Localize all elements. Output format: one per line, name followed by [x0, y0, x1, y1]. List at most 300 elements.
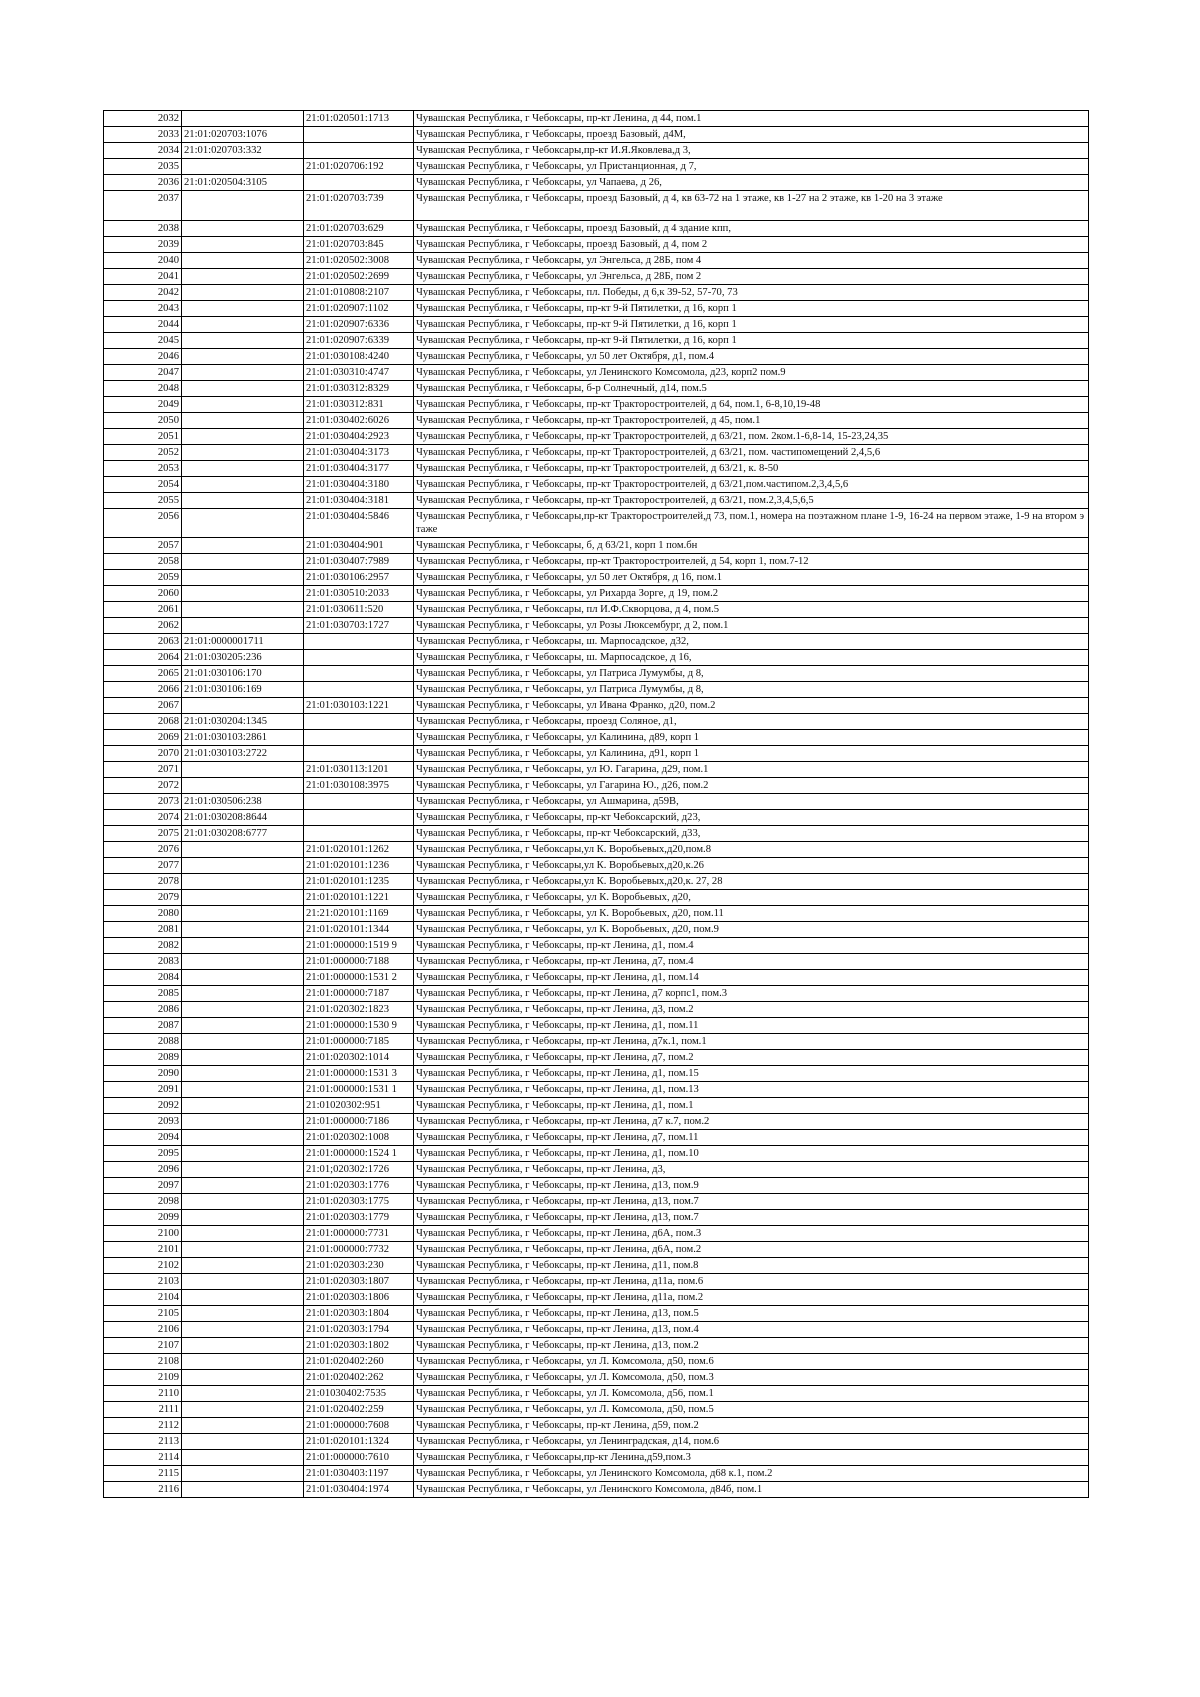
- table-row: [104, 954, 1089, 970]
- address-cell: Чувашская Республика, г Чебоксары, ул Пристанционная, д 7,: [414, 159, 1089, 175]
- table-row: [104, 1450, 1089, 1466]
- cadastral-number-premises-cell: [304, 810, 414, 826]
- cadastral-number-cell: [182, 333, 304, 349]
- table-row: [104, 127, 1089, 143]
- cadastral-number-cell: [182, 461, 304, 477]
- address-cell: Чувашская Республика, г Чебоксары, б-р Солнечный, д14, пом.5: [414, 381, 1089, 397]
- table-row: [104, 1050, 1089, 1066]
- row-number-cell: 2061: [104, 602, 182, 618]
- table-row: [104, 1082, 1089, 1098]
- address-cell: Чувашская Республика, г Чебоксары, б, д 63/21, корп 1 пом.бн: [414, 538, 1089, 554]
- cadastral-number-cell: [182, 1210, 304, 1226]
- row-number-cell: 2046: [104, 349, 182, 365]
- table-row: [104, 397, 1089, 413]
- row-number-cell: 2067: [104, 698, 182, 714]
- row-number-cell: 2097: [104, 1178, 182, 1194]
- row-number-cell: 2111: [104, 1402, 182, 1418]
- address-cell: Чувашская Республика, г Чебоксары, ш. Марпосадское, д32,: [414, 634, 1089, 650]
- row-number-cell: 2101: [104, 1242, 182, 1258]
- cadastral-number-premises-cell: 21:01:000000:7185: [304, 1034, 414, 1050]
- table-row: [104, 1242, 1089, 1258]
- address-cell: Чувашская Республика, г Чебоксары, пр-кт Тракторостроителей, д 63/21, к. 8-50: [414, 461, 1089, 477]
- address-cell: Чувашская Республика, г Чебоксары, пл И.Ф.Скворцова, д 4, пом.5: [414, 602, 1089, 618]
- table-row: [104, 1306, 1089, 1322]
- address-cell: Чувашская Республика, г Чебоксары, пр-кт Тракторостроителей, д 63/21, пом. 2ком.1-6,8-14, 15-23,24,35: [414, 429, 1089, 445]
- table-row: [104, 285, 1089, 301]
- row-number-cell: 2083: [104, 954, 182, 970]
- row-number-cell: 2041: [104, 269, 182, 285]
- table-row: [104, 1018, 1089, 1034]
- cadastral-number-cell: [182, 413, 304, 429]
- cadastral-number-cell: [182, 1450, 304, 1466]
- cadastral-number-premises-cell: 21:01:020303:1802: [304, 1338, 414, 1354]
- address-cell: Чувашская Республика, г Чебоксары, пр-кт Ленина, д11а, пом.6: [414, 1274, 1089, 1290]
- address-cell: Чувашская Республика, г Чебоксары, пр-кт Ленина, д 44, пом.1: [414, 111, 1089, 127]
- cadastral-number-cell: 21:01:030205:236: [182, 650, 304, 666]
- row-number-cell: 2115: [104, 1466, 182, 1482]
- cadastral-number-cell: [182, 159, 304, 175]
- cadastral-number-cell: [182, 1162, 304, 1178]
- cadastral-number-premises-cell: 21:21:020101:1169: [304, 906, 414, 922]
- row-number-cell: 2045: [104, 333, 182, 349]
- cadastral-number-cell: [182, 1418, 304, 1434]
- cadastral-number-premises-cell: [304, 175, 414, 191]
- table-row: [104, 111, 1089, 127]
- cadastral-number-cell: [182, 1002, 304, 1018]
- cadastral-number-cell: [182, 381, 304, 397]
- table-row: [104, 762, 1089, 778]
- table-row: [104, 429, 1089, 445]
- cadastral-number-cell: [182, 1482, 304, 1498]
- table-row: [104, 381, 1089, 397]
- address-cell: Чувашская Республика, г Чебоксары,ул К. Воробьевых,д20,пом.8: [414, 842, 1089, 858]
- row-number-cell: 2077: [104, 858, 182, 874]
- table-row: [104, 301, 1089, 317]
- row-number-cell: 2063: [104, 634, 182, 650]
- cadastral-number-premises-cell: 21:01:020402:262: [304, 1370, 414, 1386]
- cadastral-number-cell: [182, 570, 304, 586]
- address-cell: Чувашская Республика, г Чебоксары, ул Ленинского Комсомола, д68 к.1, пом.2: [414, 1466, 1089, 1482]
- address-cell: Чувашская Республика, г Чебоксары, проезд Базовый, д 4, кв 63-72 на 1 этаже, кв 1-27 на 2 этаже, кв 1-20 на 3 этаже: [414, 191, 1089, 221]
- table-row: [104, 509, 1089, 538]
- cadastral-number-premises-cell: [304, 666, 414, 682]
- table-row: [104, 1322, 1089, 1338]
- cadastral-number-cell: [182, 1114, 304, 1130]
- address-cell: Чувашская Республика, г Чебоксары, пр-кт Ленина, д6А, пом.3: [414, 1226, 1089, 1242]
- cadastral-number-premises-cell: 21:01:020101:1344: [304, 922, 414, 938]
- cadastral-number-premises-cell: 21:01:030404:3173: [304, 445, 414, 461]
- cadastral-number-cell: [182, 986, 304, 1002]
- table-row: [104, 1178, 1089, 1194]
- cadastral-number-premises-cell: 21:01:020101:1235: [304, 874, 414, 890]
- cadastral-number-premises-cell: 21:01:030103:1221: [304, 698, 414, 714]
- address-cell: Чувашская Республика, г Чебоксары, ул Гагарина Ю., д26, пом.2: [414, 778, 1089, 794]
- cadastral-number-cell: [182, 1130, 304, 1146]
- row-number-cell: 2037: [104, 191, 182, 221]
- cadastral-number-cell: 21:01:020703:1076: [182, 127, 304, 143]
- cadastral-number-cell: [182, 554, 304, 570]
- cadastral-number-cell: [182, 1322, 304, 1338]
- address-cell: Чувашская Республика, г Чебоксары, пр-кт Ленина, д13, пом.4: [414, 1322, 1089, 1338]
- table-row: [104, 253, 1089, 269]
- table-row: [104, 730, 1089, 746]
- address-cell: Чувашская Республика, г Чебоксары, пр-кт Ленина, д7 корпс1, пом.3: [414, 986, 1089, 1002]
- address-cell: Чувашская Республика, г Чебоксары, ш. Марпосадское, д 16,: [414, 650, 1089, 666]
- table-row: [104, 1466, 1089, 1482]
- table-row: [104, 906, 1089, 922]
- address-cell: Чувашская Республика, г Чебоксары, пр-кт Чебоксарский, д33,: [414, 826, 1089, 842]
- table-row: [104, 634, 1089, 650]
- cadastral-number-cell: [182, 1386, 304, 1402]
- cadastral-number-premises-cell: 21:01:020303:1775: [304, 1194, 414, 1210]
- row-number-cell: 2088: [104, 1034, 182, 1050]
- cadastral-number-premises-cell: 21:01:000000:1531 2: [304, 970, 414, 986]
- table-row: [104, 333, 1089, 349]
- address-cell: Чувашская Республика, г Чебоксары, пр-кт Ленина, д1, пом.10: [414, 1146, 1089, 1162]
- table-row: [104, 538, 1089, 554]
- table-row: [104, 714, 1089, 730]
- cadastral-number-cell: 21:01:030106:169: [182, 682, 304, 698]
- address-cell: Чувашская Республика, г Чебоксары,ул К. Воробьевых,д20,к. 27, 28: [414, 874, 1089, 890]
- cadastral-number-premises-cell: 21:01:020302:1014: [304, 1050, 414, 1066]
- cadastral-number-premises-cell: 21:01:030404:3177: [304, 461, 414, 477]
- address-cell: Чувашская Республика, г Чебоксары, пр-кт Ленина, д13, пом.7: [414, 1210, 1089, 1226]
- address-cell: Чувашская Республика, г Чебоксары, пр-кт Ленина, д1, пом.1: [414, 1098, 1089, 1114]
- table-row: [104, 666, 1089, 682]
- address-cell: Чувашская Республика, г Чебоксары, пр-кт Тракторостроителей, д 63/21, пом. частипомещений 2,4,5,6: [414, 445, 1089, 461]
- cadastral-number-premises-cell: 21:01:030402:6026: [304, 413, 414, 429]
- address-cell: Чувашская Республика, г Чебоксары, пр-кт Чебоксарский, д23,: [414, 810, 1089, 826]
- row-number-cell: 2069: [104, 730, 182, 746]
- address-cell: Чувашская Республика, г Чебоксары, пр-кт Ленина, д1, пом.15: [414, 1066, 1089, 1082]
- cadastral-number-cell: 21:01:0000001711: [182, 634, 304, 650]
- cadastral-number-premises-cell: 21:01:020907:6336: [304, 317, 414, 333]
- address-cell: Чувашская Республика, г Чебоксары, пр-кт Ленина, д7 к.7, пом.2: [414, 1114, 1089, 1130]
- table-row: [104, 175, 1089, 191]
- cadastral-number-cell: [182, 1354, 304, 1370]
- cadastral-number-cell: [182, 1274, 304, 1290]
- cadastral-number-cell: [182, 253, 304, 269]
- address-cell: Чувашская Республика, г Чебоксары, пр-кт Ленина, д1, пом.14: [414, 970, 1089, 986]
- cadastral-number-premises-cell: 21:01:030404:3180: [304, 477, 414, 493]
- address-cell: Чувашская Республика, г Чебоксары, ул Л. Комсомола, д56, пом.1: [414, 1386, 1089, 1402]
- table-row: [104, 1338, 1089, 1354]
- table-row: [104, 746, 1089, 762]
- table-row: [104, 554, 1089, 570]
- address-cell: Чувашская Республика, г Чебоксары, пр-кт Ленина, д13, пом.2: [414, 1338, 1089, 1354]
- cadastral-number-premises-cell: [304, 143, 414, 159]
- row-number-cell: 2076: [104, 842, 182, 858]
- row-number-cell: 2116: [104, 1482, 182, 1498]
- row-number-cell: 2065: [104, 666, 182, 682]
- cadastral-number-premises-cell: 21:01:010808:2107: [304, 285, 414, 301]
- cadastral-number-premises-cell: 21:01:020303:1804: [304, 1306, 414, 1322]
- cadastral-number-premises-cell: [304, 634, 414, 650]
- cadastral-number-cell: 21:01:030208:6777: [182, 826, 304, 842]
- table-row: [104, 1434, 1089, 1450]
- cadastral-number-premises-cell: 21:01:030312:8329: [304, 381, 414, 397]
- cadastral-number-cell: 21:01:020703:332: [182, 143, 304, 159]
- row-number-cell: 2060: [104, 586, 182, 602]
- row-number-cell: 2044: [104, 317, 182, 333]
- row-number-cell: 2102: [104, 1258, 182, 1274]
- address-cell: Чувашская Республика, г Чебоксары, ул Энгельса, д 28Б, пом 2: [414, 269, 1089, 285]
- row-number-cell: 2032: [104, 111, 182, 127]
- row-number-cell: 2092: [104, 1098, 182, 1114]
- row-number-cell: 2049: [104, 397, 182, 413]
- table-row: [104, 650, 1089, 666]
- cadastral-number-cell: [182, 618, 304, 634]
- address-cell: Чувашская Республика, г Чебоксары, пр-кт Тракторостроителей, д 63/21,пом.частипом.2,3,4,5,6: [414, 477, 1089, 493]
- cadastral-number-cell: [182, 493, 304, 509]
- cadastral-number-premises-cell: 21:01030402:7535: [304, 1386, 414, 1402]
- cadastral-number-cell: [182, 191, 304, 221]
- address-cell: Чувашская Республика, г Чебоксары, пр-кт Ленина, д1, пом.4: [414, 938, 1089, 954]
- cadastral-number-cell: [182, 698, 304, 714]
- cadastral-number-premises-cell: 21:01:000000:1524 1: [304, 1146, 414, 1162]
- cadastral-number-premises-cell: [304, 826, 414, 842]
- row-number-cell: 2082: [104, 938, 182, 954]
- table-row: [104, 1034, 1089, 1050]
- row-number-cell: 2110: [104, 1386, 182, 1402]
- address-cell: Чувашская Республика, г Чебоксары,ул К. Воробьевых,д20,к.26: [414, 858, 1089, 874]
- table-row: [104, 874, 1089, 890]
- cadastral-number-premises-cell: 21:01:030404:1974: [304, 1482, 414, 1498]
- row-number-cell: 2043: [104, 301, 182, 317]
- row-number-cell: 2042: [104, 285, 182, 301]
- cadastral-number-cell: [182, 922, 304, 938]
- row-number-cell: 2054: [104, 477, 182, 493]
- address-cell: Чувашская Республика, г Чебоксары, пр-кт 9-й Пятилетки, д 16, корп 1: [414, 317, 1089, 333]
- cadastral-number-premises-cell: [304, 794, 414, 810]
- row-number-cell: 2062: [104, 618, 182, 634]
- cadastral-number-premises-cell: [304, 682, 414, 698]
- table-row: [104, 237, 1089, 253]
- row-number-cell: 2072: [104, 778, 182, 794]
- cadastral-number-premises-cell: 21:01:030510:2033: [304, 586, 414, 602]
- address-cell: Чувашская Республика, г Чебоксары, пл. Победы, д 6,к 39-52, 57-70, 73: [414, 285, 1089, 301]
- address-cell: Чувашская Республика, г Чебоксары, пр-кт Ленина, д3, пом.2: [414, 1002, 1089, 1018]
- row-number-cell: 2038: [104, 221, 182, 237]
- cadastral-number-premises-cell: [304, 127, 414, 143]
- address-cell: Чувашская Республика, г Чебоксары, ул Калинина, д91, корп 1: [414, 746, 1089, 762]
- address-cell: Чувашская Республика, г Чебоксары,пр-кт Тракторостроителей,д 73, пом.1, номера на поэтажном плане 1-9, 16-24 на первом этаже, 1-9 на втором этаже: [414, 509, 1089, 538]
- cadastral-number-premises-cell: 21:01:030611:520: [304, 602, 414, 618]
- table-row: [104, 682, 1089, 698]
- cadastral-number-premises-cell: 21:01:030404:5846: [304, 509, 414, 538]
- cadastral-number-premises-cell: 21:01:000000:1531 1: [304, 1082, 414, 1098]
- row-number-cell: 2051: [104, 429, 182, 445]
- row-number-cell: 2034: [104, 143, 182, 159]
- address-cell: Чувашская Республика, г Чебоксары, пр-кт Ленина, д13, пом.7: [414, 1194, 1089, 1210]
- table-row: [104, 1002, 1089, 1018]
- address-cell: Чувашская Республика, г Чебоксары, проезд Соляное, д1,: [414, 714, 1089, 730]
- cadastral-number-premises-cell: 21:01:020907:6339: [304, 333, 414, 349]
- table-row: [104, 858, 1089, 874]
- cadastral-number-premises-cell: 21:01:030703:1727: [304, 618, 414, 634]
- cadastral-number-cell: [182, 221, 304, 237]
- cadastral-number-cell: [182, 397, 304, 413]
- address-cell: Чувашская Республика, г Чебоксары, пр-кт Тракторостроителей, д 54, корп 1, пом.7-12: [414, 554, 1089, 570]
- address-cell: Чувашская Республика, г Чебоксары,пр-кт И.Я.Яковлева,д 3,: [414, 143, 1089, 159]
- address-cell: Чувашская Республика, г Чебоксары, пр-кт Ленина, д13, пом.5: [414, 1306, 1089, 1322]
- table-row: [104, 698, 1089, 714]
- address-cell: Чувашская Республика, г Чебоксары, ул Л. Комсомола, д50, пом.6: [414, 1354, 1089, 1370]
- address-cell: Чувашская Республика, г Чебоксары, ул Энгельса, д 28Б, пом 4: [414, 253, 1089, 269]
- cadastral-number-premises-cell: 21:01:020501:1713: [304, 111, 414, 127]
- cadastral-number-premises-cell: 21:01:020303:1806: [304, 1290, 414, 1306]
- cadastral-number-premises-cell: 21:01:020703:629: [304, 221, 414, 237]
- cadastral-number-cell: [182, 111, 304, 127]
- table-row: [104, 1114, 1089, 1130]
- address-cell: Чувашская Республика, г Чебоксары, ул 50 лет Октября, д1, пом.4: [414, 349, 1089, 365]
- row-number-cell: 2035: [104, 159, 182, 175]
- table-row: [104, 826, 1089, 842]
- cadastral-number-cell: 21:01:030103:2861: [182, 730, 304, 746]
- table-row: [104, 1354, 1089, 1370]
- cadastral-number-cell: [182, 1402, 304, 1418]
- cadastral-number-cell: [182, 1146, 304, 1162]
- row-number-cell: 2114: [104, 1450, 182, 1466]
- address-cell: Чувашская Республика, г Чебоксары, проезд Базовый, д 4 здание кпп,: [414, 221, 1089, 237]
- table-row: [104, 618, 1089, 634]
- table-row: [104, 461, 1089, 477]
- cadastral-number-premises-cell: [304, 746, 414, 762]
- row-number-cell: 2087: [104, 1018, 182, 1034]
- cadastral-number-premises-cell: 21:01:000000:1530 9: [304, 1018, 414, 1034]
- table-row: [104, 970, 1089, 986]
- cadastral-number-premises-cell: 21:01:020101:1324: [304, 1434, 414, 1450]
- cadastral-number-premises-cell: [304, 650, 414, 666]
- table-row: [104, 1210, 1089, 1226]
- table-row: [104, 269, 1089, 285]
- row-number-cell: 2068: [104, 714, 182, 730]
- property-registry-table: [103, 110, 1089, 1498]
- row-number-cell: 2093: [104, 1114, 182, 1130]
- table-row: [104, 477, 1089, 493]
- table-row: [104, 1290, 1089, 1306]
- cadastral-number-premises-cell: 21:01020302:951: [304, 1098, 414, 1114]
- row-number-cell: 2071: [104, 762, 182, 778]
- cadastral-number-premises-cell: 21:01:000000:7610: [304, 1450, 414, 1466]
- row-number-cell: 2064: [104, 650, 182, 666]
- cadastral-number-premises-cell: 21:01:020502:2699: [304, 269, 414, 285]
- address-cell: Чувашская Республика, г Чебоксары, ул Л. Комсомола, д50, пом.5: [414, 1402, 1089, 1418]
- cadastral-number-premises-cell: 21:01:020502:3008: [304, 253, 414, 269]
- address-cell: Чувашская Республика, г Чебоксары, ул Рихарда Зорге, д 19, пом.2: [414, 586, 1089, 602]
- table-row: [104, 191, 1089, 221]
- address-cell: Чувашская Республика, г Чебоксары, ул Патриса Лумумбы, д 8,: [414, 682, 1089, 698]
- table-row: [104, 317, 1089, 333]
- cadastral-number-cell: [182, 938, 304, 954]
- cadastral-number-premises-cell: 21:01;020302:1726: [304, 1162, 414, 1178]
- cadastral-number-cell: [182, 1290, 304, 1306]
- row-number-cell: 2070: [104, 746, 182, 762]
- cadastral-number-cell: [182, 1466, 304, 1482]
- cadastral-number-cell: [182, 906, 304, 922]
- cadastral-number-premises-cell: 21:01:000000:7187: [304, 986, 414, 1002]
- table-row: [104, 1226, 1089, 1242]
- row-number-cell: 2075: [104, 826, 182, 842]
- cadastral-number-premises-cell: 21:01:030404:3181: [304, 493, 414, 509]
- table-row: [104, 922, 1089, 938]
- table-row: [104, 1162, 1089, 1178]
- cadastral-number-cell: [182, 970, 304, 986]
- row-number-cell: 2085: [104, 986, 182, 1002]
- cadastral-number-cell: [182, 1258, 304, 1274]
- row-number-cell: 2095: [104, 1146, 182, 1162]
- cadastral-number-premises-cell: [304, 730, 414, 746]
- row-number-cell: 2053: [104, 461, 182, 477]
- cadastral-number-cell: [182, 1034, 304, 1050]
- table-row: [104, 794, 1089, 810]
- address-cell: Чувашская Республика, г Чебоксары, пр-кт Ленина, д1, пом.13: [414, 1082, 1089, 1098]
- table-row: [104, 602, 1089, 618]
- address-cell: Чувашская Республика, г Чебоксары, пр-кт Ленина, д7к.1, пом.1: [414, 1034, 1089, 1050]
- row-number-cell: 2080: [104, 906, 182, 922]
- cadastral-number-premises-cell: 21:01:000000:1519 9: [304, 938, 414, 954]
- address-cell: Чувашская Республика, г Чебоксары, проезд Базовый, д 4, пом 2: [414, 237, 1089, 253]
- address-cell: Чувашская Республика, г Чебоксары, проезд Базовый, д4М,: [414, 127, 1089, 143]
- cadastral-number-cell: 21:01:030103:2722: [182, 746, 304, 762]
- cadastral-number-premises-cell: 21:01:030404:2923: [304, 429, 414, 445]
- table-row: [104, 493, 1089, 509]
- row-number-cell: 2047: [104, 365, 182, 381]
- address-cell: Чувашская Республика, г Чебоксары, пр-кт Ленина, д1, пом.11: [414, 1018, 1089, 1034]
- cadastral-number-premises-cell: 21:01:000000:1531 3: [304, 1066, 414, 1082]
- row-number-cell: 2079: [104, 890, 182, 906]
- cadastral-number-cell: [182, 602, 304, 618]
- table-body: [104, 111, 1089, 1498]
- row-number-cell: 2058: [104, 554, 182, 570]
- cadastral-number-premises-cell: 21:01:020101:1236: [304, 858, 414, 874]
- cadastral-number-premises-cell: 21:01:000000:7188: [304, 954, 414, 970]
- cadastral-number-premises-cell: [304, 714, 414, 730]
- cadastral-number-premises-cell: 21:01:000000:7731: [304, 1226, 414, 1242]
- address-cell: Чувашская Республика, г Чебоксары, ул Ленинградская, д14, пом.6: [414, 1434, 1089, 1450]
- cadastral-number-cell: 21:01:020504:3105: [182, 175, 304, 191]
- table-row: [104, 778, 1089, 794]
- address-cell: Чувашская Республика, г Чебоксары, ул Розы Люксембург, д 2, пом.1: [414, 618, 1089, 634]
- row-number-cell: 2108: [104, 1354, 182, 1370]
- cadastral-number-cell: [182, 269, 304, 285]
- row-number-cell: 2099: [104, 1210, 182, 1226]
- row-number-cell: 2066: [104, 682, 182, 698]
- cadastral-number-cell: [182, 1370, 304, 1386]
- row-number-cell: 2103: [104, 1274, 182, 1290]
- cadastral-number-premises-cell: 21:01:000000:7186: [304, 1114, 414, 1130]
- table-row: [104, 570, 1089, 586]
- table-row: [104, 143, 1089, 159]
- cadastral-number-cell: [182, 858, 304, 874]
- row-number-cell: 2107: [104, 1338, 182, 1354]
- cadastral-number-cell: 21:01:030506:238: [182, 794, 304, 810]
- cadastral-number-cell: [182, 509, 304, 538]
- address-cell: Чувашская Республика, г Чебоксары,пр-кт Ленина,д59,пом.3: [414, 1450, 1089, 1466]
- cadastral-number-cell: [182, 445, 304, 461]
- row-number-cell: 2094: [104, 1130, 182, 1146]
- cadastral-number-cell: [182, 349, 304, 365]
- table-row: [104, 1130, 1089, 1146]
- row-number-cell: 2098: [104, 1194, 182, 1210]
- row-number-cell: 2089: [104, 1050, 182, 1066]
- cadastral-number-cell: [182, 1066, 304, 1082]
- address-cell: Чувашская Республика, г Чебоксары, пр-кт Ленина, д6А, пом.2: [414, 1242, 1089, 1258]
- table-row: [104, 1194, 1089, 1210]
- table-row: [104, 1386, 1089, 1402]
- cadastral-number-premises-cell: 21:01:020302:1823: [304, 1002, 414, 1018]
- cadastral-number-cell: [182, 365, 304, 381]
